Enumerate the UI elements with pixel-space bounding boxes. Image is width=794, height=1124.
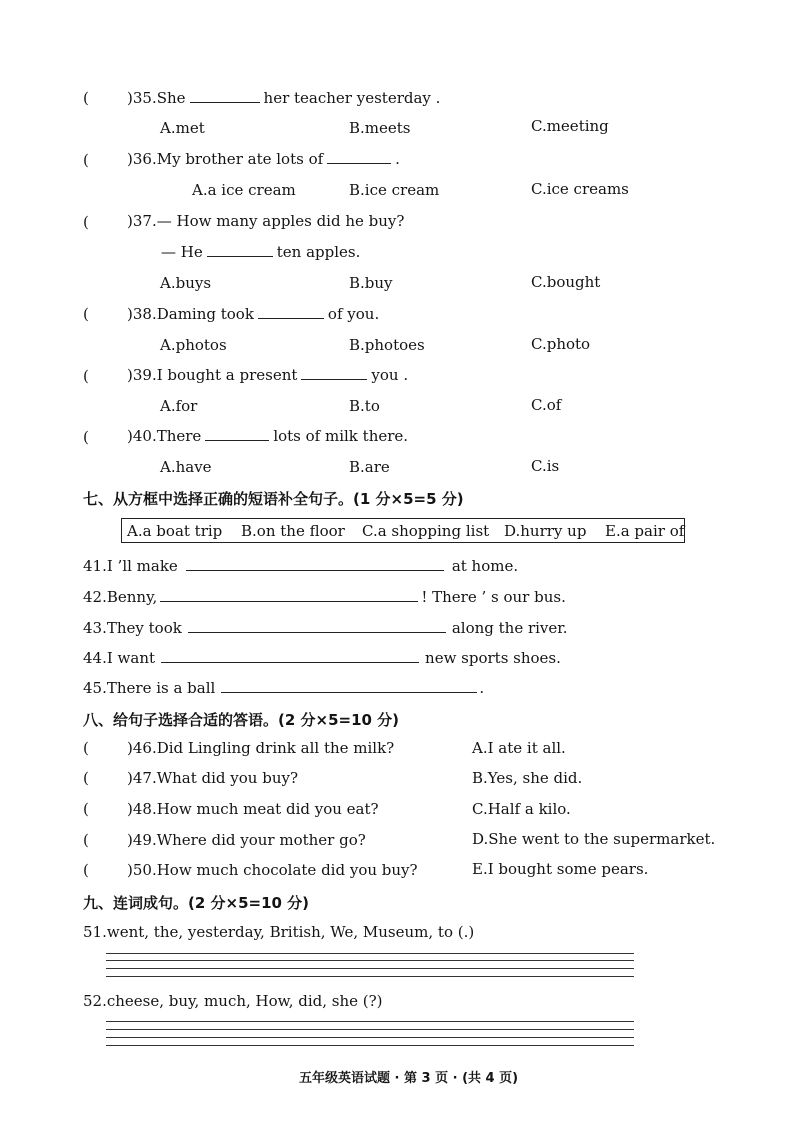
option-a: A.have — [160, 458, 212, 476]
blank[interactable] — [327, 162, 391, 164]
option-b: B.are — [349, 458, 390, 476]
option-b: B.photoes — [349, 336, 425, 354]
blank[interactable] — [207, 255, 273, 257]
option-c: C.is — [531, 457, 560, 475]
answer-paren-35[interactable]: ( — [83, 89, 89, 107]
phrase-b: B.on the floor — [241, 522, 345, 540]
question-36: )36.My brother ate lots of . — [127, 150, 400, 168]
question-49: )49.Where did your mother go? — [127, 831, 366, 849]
option-c: C.ice creams — [531, 180, 629, 198]
answer-paren-38[interactable]: ( — [83, 305, 89, 323]
option-a: A.photos — [160, 336, 227, 354]
answer-e: E.I bought some pears. — [472, 860, 649, 878]
phrase-d: D.hurry up — [504, 522, 587, 540]
phrase-a: A.a boat trip — [127, 522, 223, 540]
page-footer: 五年级英语试题 · 第 3 页 · (共 4 页) — [299, 1071, 519, 1086]
writing-line[interactable] — [106, 960, 634, 961]
answer-paren-49[interactable]: ( — [83, 831, 89, 849]
answer-b: B.Yes, she did. — [472, 769, 583, 787]
item-41: 41.I ’ll make at home. — [83, 557, 519, 575]
question-47: )47.What did you buy? — [127, 769, 299, 787]
answer-a: A.I ate it all. — [472, 739, 566, 757]
option-b: B.to — [349, 397, 380, 415]
fill-blank[interactable] — [160, 600, 418, 602]
answer-d: D.She went to the supermarket. — [472, 830, 716, 848]
phrase-e: E.a pair of — [605, 522, 685, 540]
blank[interactable] — [301, 378, 367, 380]
fill-blank[interactable] — [221, 691, 477, 693]
option-c: C.bought — [531, 273, 601, 291]
question-50: )50.How much chocolate did you buy? — [127, 861, 418, 879]
answer-paren-47[interactable]: ( — [83, 769, 89, 787]
blank[interactable] — [205, 439, 269, 441]
item-42: 42.Benny, ! There ’ s our bus. — [83, 588, 566, 606]
question-35: )35.She her teacher yesterday . — [127, 89, 441, 107]
option-b: B.meets — [349, 119, 411, 137]
option-a: A.for — [160, 397, 198, 415]
question-48: )48.How much meat did you eat? — [127, 800, 379, 818]
item-43: 43.They took along the river. — [83, 619, 568, 637]
question-38: )38.Daming took of you. — [127, 305, 380, 323]
item-44: 44.I want new sports shoes. — [83, 649, 561, 667]
answer-paren-39[interactable]: ( — [83, 367, 89, 385]
section-9-title: 九、连词成句。(2 分×5=10 分) — [83, 894, 310, 912]
writing-line[interactable] — [106, 968, 634, 969]
fill-blank[interactable] — [161, 661, 419, 663]
fill-blank[interactable] — [188, 631, 446, 633]
writing-line[interactable] — [106, 976, 634, 977]
question-46: )46.Did Lingling drink all the milk? — [127, 739, 395, 757]
item-52: 52.cheese, buy, much, How, did, she (?) — [83, 992, 383, 1010]
option-a: A.a ice cream — [192, 181, 296, 199]
question-39: )39.I bought a present you . — [127, 366, 409, 384]
phrase-box — [121, 518, 685, 543]
section-7-title: 七、从方框中选择正确的短语补全句子。(1 分×5=5 分) — [83, 490, 464, 508]
writing-line[interactable] — [106, 1045, 634, 1046]
answer-paren-46[interactable]: ( — [83, 739, 89, 757]
answer-paren-50[interactable]: ( — [83, 861, 89, 879]
option-c: C.meeting — [531, 117, 609, 135]
blank[interactable] — [190, 101, 260, 103]
option-a: A.met — [160, 119, 205, 137]
item-45: 45.There is a ball . — [83, 679, 485, 697]
answer-paren-36[interactable]: ( — [83, 151, 89, 169]
question-37-line2: — He ten apples. — [161, 243, 361, 261]
answer-c: C.Half a kilo. — [472, 800, 571, 818]
option-c: C.of — [531, 396, 562, 414]
writing-line[interactable] — [106, 1021, 634, 1022]
writing-line[interactable] — [106, 1029, 634, 1030]
option-c: C.photo — [531, 335, 591, 353]
option-b: B.buy — [349, 274, 393, 292]
writing-line[interactable] — [106, 1037, 634, 1038]
option-a: A.buys — [160, 274, 212, 292]
option-b: B.ice cream — [349, 181, 440, 199]
answer-paren-40[interactable]: ( — [83, 428, 89, 446]
writing-line[interactable] — [106, 953, 634, 954]
question-37: )37.— How many apples did he buy? — [127, 212, 405, 230]
question-40: )40.There lots of milk there. — [127, 427, 409, 445]
fill-blank[interactable] — [186, 569, 444, 571]
section-8-title: 八、给句子选择合适的答语。(2 分×5=10 分) — [83, 711, 400, 729]
answer-paren-48[interactable]: ( — [83, 800, 89, 818]
phrase-c: C.a shopping list — [362, 522, 490, 540]
answer-paren-37[interactable]: ( — [83, 213, 89, 231]
blank[interactable] — [258, 317, 324, 319]
item-51: 51.went, the, yesterday, British, We, Museum, to (.) — [83, 923, 475, 941]
